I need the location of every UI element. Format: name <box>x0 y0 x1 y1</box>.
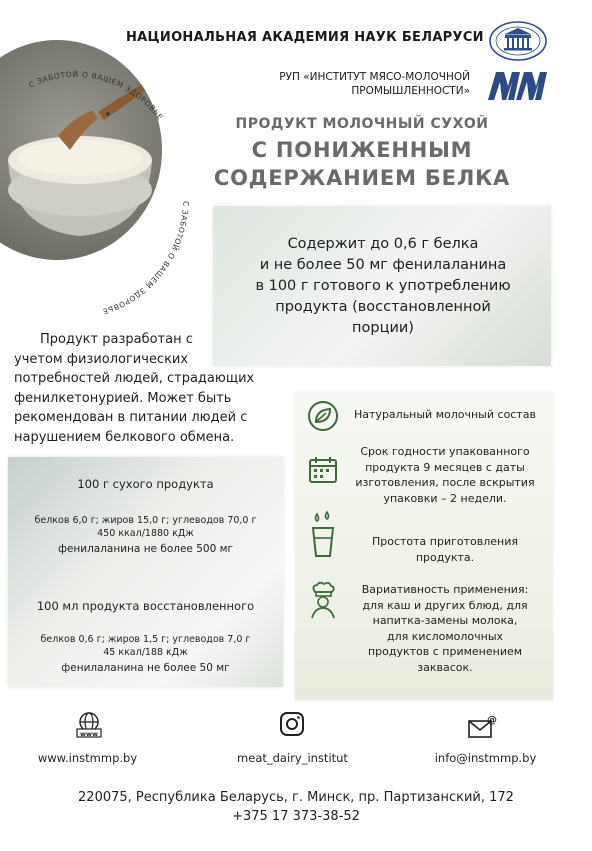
description-line: Продукт разработан с <box>40 332 193 347</box>
feature-line: Натуральный молочный состав <box>354 408 536 421</box>
calendar-icon <box>307 454 339 486</box>
dry-composition: белков 6,0 г; жиров 15,0 г; углеводов 70,0 г <box>34 515 257 526</box>
highlight-line: продукта (восстановленной <box>275 299 491 315</box>
ring-dot <box>106 112 109 115</box>
feature-line: заквасок. <box>417 660 473 674</box>
dry-phenylalanine: фенилаланина не более 500 мг <box>57 543 234 555</box>
description-line: нарушением белкового обмена. <box>14 429 235 445</box>
email-link[interactable]: info@instmmp.by <box>434 751 537 765</box>
reconstituted-phenylalanine: фенилаланина не более 50 мг <box>61 662 230 674</box>
academy-building-emblem-icon <box>488 20 548 62</box>
academy-name: НАЦИОНАЛЬНАЯ АКАДЕМИЯ НАУК БЕЛАРУСИ <box>126 30 484 45</box>
highlight-line: порции) <box>352 320 414 336</box>
feature-line: Простота приготовления <box>371 535 519 548</box>
title-line-3: СОДЕРЖАНИЕМ БЕЛКА <box>213 166 511 190</box>
phone-number[interactable]: +375 17 373-38-52 <box>232 809 360 824</box>
instagram-icon <box>277 711 307 739</box>
title-line-2: С ПОНИЖЕННЫМ <box>251 138 473 162</box>
reconstituted-energy: 45 ккал/188 кДж <box>103 647 188 658</box>
feature-line: изготовления, после вскрытия <box>355 476 535 489</box>
protein-highlight-text <box>228 234 538 339</box>
svg-text:С ЗАБОТОЙ О ВАШЕМ ЗДОРОВЬЕ <box>27 70 165 122</box>
chef-icon <box>307 580 339 620</box>
feature-line: продуктов с применением <box>367 645 523 658</box>
feature-line: продукта. <box>415 550 475 564</box>
feature-line: Срок годности упакованного <box>360 445 530 458</box>
care-slogan-ring <box>0 38 200 328</box>
feature-line: продукта 9 месяцев с даты <box>365 460 525 474</box>
leaf-icon <box>307 400 339 432</box>
svg-text:www: www <box>79 730 99 738</box>
feature-line: для кисломолочных <box>386 629 504 643</box>
postal-address: 220075, Республика Беларусь, г. Минск, пр. Партизанский, 172 <box>78 790 514 805</box>
dry-product-heading: 100 г сухого продукта <box>77 477 214 491</box>
feature-text-shelf-life <box>345 444 545 506</box>
description-line: фенилкетонурией. Может быть <box>14 390 232 406</box>
nutrition-card <box>8 457 283 687</box>
institute-name <box>255 70 470 98</box>
title-main <box>186 136 538 192</box>
mm-logo-icon <box>486 70 548 102</box>
title-line-1: ПРОДУКТ МОЛОЧНЫЙ СУХОЙ <box>235 116 489 132</box>
feature-text-usage <box>345 582 545 675</box>
dry-energy: 450 ккал/1880 кДж <box>97 528 194 539</box>
highlight-line: Содержит до 0,6 г белка <box>287 236 479 252</box>
feature-line: для каш и других блюд, для <box>362 598 528 612</box>
website-link[interactable]: www.instmmp.by <box>37 751 138 765</box>
reconstituted-heading: 100 мл продукта восстановленного <box>36 599 255 613</box>
product-description <box>14 330 270 447</box>
description-line: потребностей людей, страдающих <box>14 371 255 386</box>
feature-text-preparation <box>345 534 545 565</box>
features-card <box>295 392 553 700</box>
reconstituted-composition: белков 0,6 г; жиров 1,5 г; углеводов 7,0 г <box>40 634 251 645</box>
feature-line: напитка-замены молока, <box>372 614 518 627</box>
feature-line: Вариативность применения: <box>361 583 529 596</box>
water-glass-icon <box>307 510 339 560</box>
email-icon <box>467 713 497 741</box>
website-globe-icon <box>74 711 104 739</box>
highlight-line: в 100 г готового к употреблению <box>255 278 511 294</box>
institute-line-2: ПРОМЫШЛЕННОСТИ» <box>351 85 470 97</box>
highlight-line: и не более 50 мг фенилаланина <box>259 257 507 273</box>
svg-text:С ЗАБОТОЙ О ВАШЕМ ЗДОРОВЬЕ <box>101 201 190 316</box>
feature-text-natural <box>345 407 545 423</box>
description-line: рекомендован в питании людей с <box>14 410 248 425</box>
ring-slogan-text: С ЗАБОТОЙ О ВАШЕМ ЗДОРОВЬЕ <box>27 69 166 122</box>
feature-line: упаковки – 2 недели. <box>383 491 507 505</box>
description-line: учетом физиологических <box>14 351 189 367</box>
ring-slogan-text-2: С ЗАБОТОЙ О ВАШЕМ ЗДОРОВЬЕ <box>101 200 191 317</box>
institute-line-1: РУП «ИНСТИТУТ МЯСО-МОЛОЧНОЙ <box>279 71 470 83</box>
instagram-link[interactable]: meat_dairy_institut <box>237 751 348 765</box>
svg-text:@: @ <box>487 715 497 726</box>
